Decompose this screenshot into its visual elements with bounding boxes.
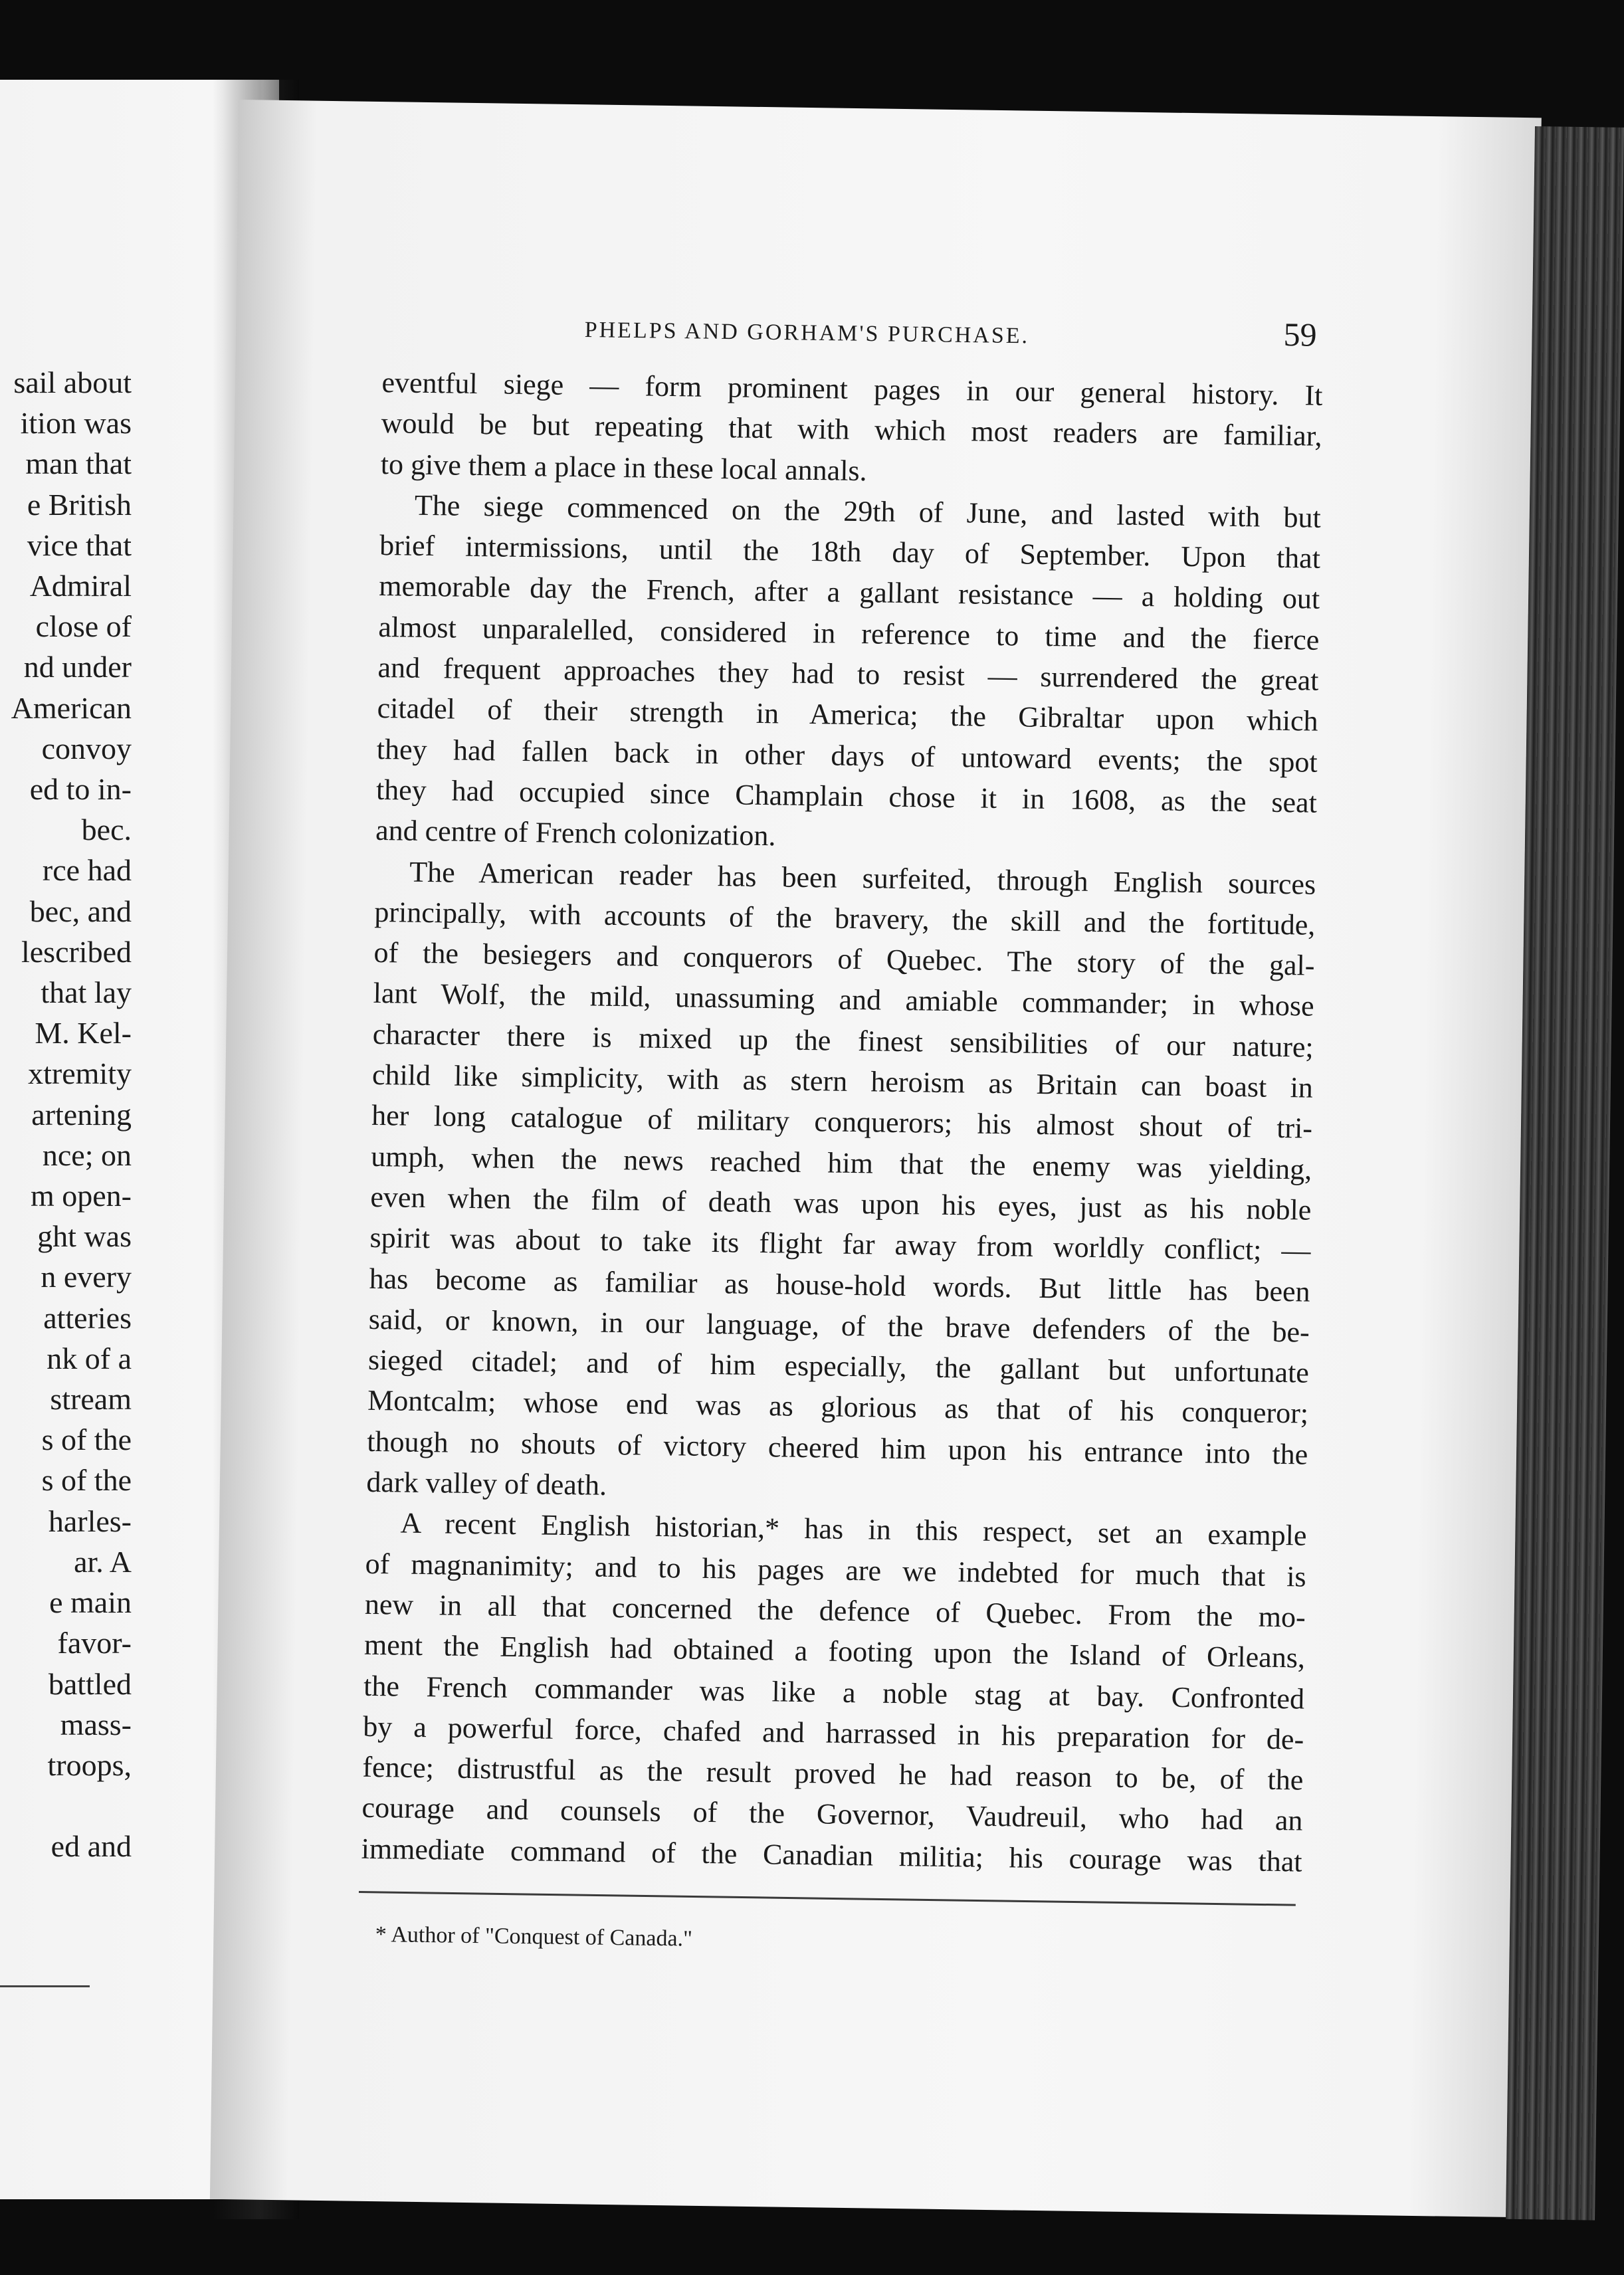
left-line: nd under [23, 650, 132, 684]
text-line: her long catalogue of military conquerors; his almost shout of tri- [371, 1099, 1313, 1145]
left-line: harles- [48, 1504, 132, 1538]
left-line: xtremity [28, 1056, 132, 1091]
text-line: Montcalm; whose end was as glorious as that of his conqueror; [367, 1384, 1309, 1431]
text-line: memorable day the French, after a gallant resistance — a holding out [378, 569, 1320, 616]
text-line: The American reader has been surfeited, through English sources [409, 855, 1316, 901]
text-line: fence; distrustful as the result proved he had reason to be, of the [362, 1750, 1304, 1797]
text-line: immediate command of the Canadian militia; his courage was that [361, 1832, 1302, 1878]
left-line: e main [49, 1585, 132, 1620]
left-line: sail about [13, 365, 132, 399]
text-line: citadel of their strength in America; the Gibraltar upon which [377, 692, 1318, 738]
left-line [0, 1785, 133, 1826]
text-line: would be but repeating that with which most readers are familiar, [381, 407, 1322, 453]
text-line: and centre of French colonization. [375, 814, 776, 852]
text-line: they had occupied since Champlain chose it in 1608, as the seat [375, 773, 1318, 819]
left-line: mass- [60, 1707, 132, 1741]
left-line: close of [35, 609, 132, 644]
left-line: ition was [20, 406, 132, 441]
left-line: nk of a [47, 1341, 132, 1375]
left-line: man that [25, 446, 132, 481]
left-line: battled [48, 1666, 132, 1701]
text-line: even when the film of death was upon his eyes, just as his noble [370, 1180, 1312, 1227]
text-line: eventful siege — form prominent pages in our general history. It [381, 365, 1323, 412]
left-line: m open- [30, 1179, 132, 1213]
left-line: e British [27, 487, 132, 522]
text-line: courage and counsels of the Governor, Vaudreuil, who had an [361, 1791, 1303, 1837]
text-line: to give them a place in these local annals. [380, 447, 867, 487]
left-line: artening [31, 1097, 132, 1132]
text-line: though no shouts of victory cheered him upon his entrance into the [366, 1425, 1308, 1471]
text-line: lant Wolf, the mild, unassuming and amiable commander; in whose [373, 977, 1314, 1023]
left-line: bec. [81, 813, 132, 847]
page-number: 59 [1283, 315, 1317, 353]
left-line: nce; on [42, 1138, 132, 1172]
text-line: new in all that concerned the defence of Quebec. From the mo- [364, 1587, 1306, 1634]
text-line: principally, with accounts of the bravery, the skill and the fortitude, [374, 895, 1316, 941]
left-line: atteries [43, 1300, 132, 1335]
left-line: bec, and [29, 894, 132, 928]
text-line: almost unparalelled, considered in reference to time and the fierce [378, 610, 1320, 656]
left-line: M. Kel- [35, 1016, 132, 1050]
left-line: n every [41, 1260, 132, 1294]
text-line: by a powerful force, chafed and harrassed in his preparation for de- [362, 1710, 1304, 1756]
body-text [361, 362, 1323, 1882]
text-line: the French commander was like a noble stag at bay. Confronted [363, 1669, 1305, 1716]
text-line: The siege commenced on the 29th of June, and lasted with but [414, 488, 1322, 534]
left-line: convoy [41, 731, 132, 765]
left-line: lescribed [21, 934, 132, 969]
text-line: said, or known, in our language, of the brave defenders of the be- [368, 1302, 1310, 1349]
left-line: ed to in- [29, 772, 132, 807]
left-page-text [0, 362, 133, 1867]
left-line: ght was [37, 1219, 132, 1254]
left-line: stream [50, 1382, 132, 1417]
left-line: American [11, 690, 132, 725]
left-line: ar. A [74, 1544, 132, 1579]
left-footnote-rule [0, 1985, 90, 1987]
text-line: sieged citadel; and of him especially, the gallant but unfortunate [367, 1343, 1310, 1389]
text-line: has become as familiar as house-hold words. But little has been [369, 1262, 1310, 1308]
left-line: ed and [51, 1829, 132, 1864]
left-line: Admiral [29, 569, 132, 603]
text-line: A recent English historian,* has in this respect, set an example [400, 1506, 1307, 1552]
left-line: that lay [41, 975, 132, 1010]
text-line: dark valley of death. [366, 1465, 607, 1502]
text-line: of the besiegers and conquerors of Quebec. The story of the gal- [373, 936, 1315, 982]
text-line: umph, when the news reached him that the enemy was yielding, [370, 1139, 1312, 1186]
left-line: rce had [42, 853, 132, 888]
left-line: s of the [41, 1423, 132, 1457]
text-line: ment the English had obtained a footing upon the Island of Orleans, [363, 1629, 1306, 1674]
left-line: s of the [41, 1463, 132, 1498]
left-line: favor- [57, 1626, 132, 1660]
running-header: PHELPS AND GORHAM'S PURCHASE. [584, 318, 1030, 349]
text-line: character there is mixed up the finest sensibilities of our nature; [372, 1017, 1314, 1064]
text-line: child like simplicity, with as stern heroism as Britain can boast in [371, 1058, 1314, 1104]
text-line: they had fallen back in other days of untoward events; the spot [376, 732, 1318, 779]
text-line: and frequent approaches they had to resist — surrendered the great [377, 651, 1319, 697]
left-line: vice that [27, 528, 132, 562]
text-line: spirit was about to take its flight far away from worldly conflict; — [369, 1221, 1311, 1267]
left-line: troops, [47, 1747, 132, 1782]
text-line: of magnanimity; and to his pages are we indebted for much that is [365, 1547, 1306, 1593]
footnote: * Author of "Conquest of Canada." [375, 1922, 693, 1951]
text-line: brief intermissions, until the 18th day of September. Upon that [379, 529, 1321, 575]
